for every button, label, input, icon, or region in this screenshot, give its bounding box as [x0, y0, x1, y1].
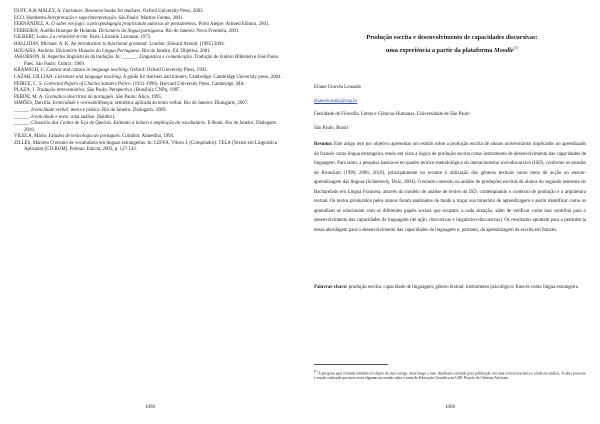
reference-pre: ______.: [14, 107, 32, 113]
reference-pre: JAKOBSON, R. Aspectos linguísticos da tradução. In: ______.: [14, 55, 140, 61]
reference-entry: [14, 35, 288, 42]
reference-entry: [14, 101, 288, 108]
reference-post: . Rio de Janeiro, Ed. Objetiva, 2001.: [139, 48, 211, 54]
reference-post: . Rio de Janeiro: Nova Fronteira, 2001.: [163, 28, 240, 34]
reference-entry: [14, 42, 288, 49]
reference-entry: [14, 55, 288, 68]
reference-post: . (1931-1996). Harvard University Press, Cambridge, MA.: [130, 81, 246, 87]
article-title: [334, 33, 570, 56]
reference-post: . Oxford: Oxford University Press, 1993.: [127, 68, 208, 74]
footnote-marker: (1): [314, 369, 318, 373]
footnote-text: A pesquisa aqui relatada também foi objeto de outro artigo, mais longo e mais detalhado, enviado para publicação em uma revista brasileira e ainda em análise. A ideia presente e estudo realizado por meio seria algumas no estudo sobre a tema de Educação Científica na USP: Projeto de Ciências Ativistas.: [314, 371, 586, 381]
reference-pre: HOUAISS, Antônio.: [14, 48, 56, 54]
author-affiliation: Faculdade de Filosofia, Letras e Ciências Humanas, Universidade de São Paulo: [314, 112, 470, 117]
keywords: [314, 283, 586, 293]
reference-pre: ZILLES, Marcelo O ensino de vocabulário em línguas estrangeiras. In: LEFFA, Vilson J. (Compilador). TELA (Textos em Linguística Aplicada) [CD-ROM]. Pelotas: Educat, 2003, p. 127-142.: [14, 140, 277, 153]
reference-post: . São Paulo: Martins Fontes, 2001.: [115, 15, 184, 21]
reference-entry: [14, 121, 288, 134]
reference-it: Collected Papers of Charles Sanders Peirce: [44, 81, 131, 87]
reference-it: La créativité écrite: [50, 35, 88, 41]
title-line-2-prefix: uma experiência a partir da plataforma: [386, 47, 494, 55]
reference-post: . Coimbra: Almedina, 1994.: [119, 134, 175, 140]
abstract: [314, 140, 586, 235]
reference-entry: [14, 29, 288, 36]
reference-entry: [14, 68, 288, 75]
reference-pre: ______.: [14, 121, 32, 127]
reference-post: . Porto Alegre: Artmed Editora, 2001.: [196, 22, 270, 28]
footnote: [314, 369, 586, 381]
reference-it: Iconicidade e texto: [31, 114, 69, 120]
reference-it: An introduction to functional grammar: [70, 41, 147, 47]
reference-pre: PEIRCE, C. S.: [14, 81, 45, 87]
reference-pre: KRAMSCH, C.: [14, 68, 47, 74]
reference-it: Iconicidade verbal: [31, 107, 68, 113]
reference-pre: ECO, Humberto.: [14, 15, 48, 21]
right-page: [300, 0, 600, 424]
reference-it: Tradução intersemiótica: [36, 88, 85, 94]
author-location: São Paulo, Brasil: [314, 126, 348, 131]
reference-entry: [14, 115, 288, 122]
reference-it: Glossário dos Contos de Eça de Queirós. Estímulo à leitura e ampliação do vocabulário: [31, 121, 206, 127]
reference-pre: PERINI, M. A.: [14, 94, 45, 100]
reference-entry: [14, 49, 288, 56]
reference-post: : uma análise. [Inédito].: [68, 114, 115, 120]
abstract-text: Este artigo tem por objetivo apresentar um estudo sobre a produção escrita de alunos universitários implicados no aprendizado do francês como língua estrangeira, tendo em vista a lógica de produção escrita como instrumento de desenvolvimento das capacidades de linguagem. Para tanto, a pesquisa baseia-se no quadro teórico-metodológico do interacionismo sociodiscursivo (ISD), conforme os estudos de Bronckart (1999, 2006, 2010), principalmente no tocante à utilização dos gêneros textuais como meio de acção no ensino-aprendizagem das línguas (Schneuwly, Dolz, 2004). O estudo consistiu na análise de produções escritas de alunos do segundo semestre do Bacharelado em Língua Francesa, através do modelo de análise de textos do ISD, contemplando o contexto de produção e a arquitetura textual. Os textos produzidos pelos alunos foram analisados de modo a traçar sua itinerário de aprendizagem e assim identificar como os aprendizes se relacionam com os diferentes papéis sociais que ocupam: a cada situação, além de verificar como isso contribui para o desenvolvimento das capacidades de linguagem (de ação, discursivas e linguístico-discursivas). Os resultados apontam para a pertinência dessa abordagem para o desenvolvimento das capacidades de linguagem e, portanto, da aprendizagem da escrita em francês.: [314, 142, 586, 233]
reference-pre: FERNÁNDEZ, A.: [14, 22, 52, 28]
reference-it: Dicionário Houaiss da Língua Portuguesa: [55, 48, 140, 54]
reference-post: . Paris: Librairie Larousse, 1975.: [87, 35, 152, 41]
reference-pre: FERREIRA, Aurélio Buarque de Holanda.: [14, 28, 99, 34]
author-email-link[interactable]: elianelousada@usp.br: [314, 99, 358, 104]
title-line-1: Produção escrita e desenvolvimento de capacidades discursivas:: [366, 34, 538, 41]
abstract-label: Resumo:: [314, 142, 333, 147]
reference-post: . São Paulo: Ática, 1995.: [113, 94, 163, 100]
reference-it: Literature and language teaching: [55, 74, 121, 80]
references-list: [14, 9, 288, 154]
reference-pre: PLAZA, J.: [14, 88, 37, 94]
reference-post: . Tradução de Izidoro Blikstein e José Paulo Paes. São Paulo: Cultrix, 1969.: [24, 55, 279, 67]
title-line-2-italic: Moodle: [493, 47, 514, 55]
keywords-text: produção escrita; capacidade de linguagem; gênero textual; instrumento psicológico; francês como língua estrangeira: [347, 285, 578, 290]
reference-post: . A guide for teachers and trainers. Cambridge: Cambridge University press, 2004.: [120, 74, 282, 80]
reference-it: Gramática descritiva do português: [44, 94, 114, 100]
reference-entry: [14, 134, 288, 141]
page-number-right: 1068: [445, 405, 455, 410]
reference-pre: HALLIDAY, Michael. A. K.: [14, 41, 71, 47]
reference-it: Iconicidade e verossimilhança: [52, 101, 113, 107]
author-name: Eliane Gouvêa Lousada: [314, 85, 361, 90]
reference-entry: [14, 88, 288, 95]
reference-entry: [14, 141, 288, 154]
reference-it: Interpretação e superinterpretação: [47, 15, 116, 21]
reference-post: . São Paulo: Perspectiva. (Brasília): CNPq, 1987.: [84, 88, 181, 94]
reference-post: : semiótica aplicada ao texto verbal. Rio de Janeiro: Dialogarts, 2007.: [112, 101, 249, 107]
reference-it: Dicionário da língua portuguesa: [98, 28, 164, 34]
reference-entry: [14, 22, 288, 29]
reference-it: Linguística e comunicação: [139, 55, 192, 61]
reference-entry: [14, 82, 288, 89]
keywords-label: Palavras-chave:: [314, 285, 348, 290]
reference-post: : teoria e prática. Rio de Janeiro: Dialogarts, 2009.: [67, 107, 167, 113]
reference-it: Context and culture in language teaching: [46, 68, 128, 74]
reference-pre: GILBERT, Louis.: [14, 35, 51, 41]
reference-pre: SIMÕES, Darcilia.: [14, 101, 53, 107]
reference-post: . E-Book. Rio de Janeiro: Dialogarts. 2016.: [24, 121, 278, 133]
reference-it: O saber em jogo: a psicopedagogia propiciando autorias de pensamentos: [51, 22, 196, 28]
reference-it: Estudos de lexicologia do português: [48, 134, 120, 140]
reference-pre: ______.: [14, 114, 32, 120]
footnote-divider: [314, 364, 388, 365]
reference-post: . London: Edward Arnold, [1985] 2004.: [146, 41, 225, 47]
reference-pre: DUFF, A.& MALEY, A.: [14, 9, 63, 14]
reference-pre: VILELA, Mário.: [14, 134, 49, 140]
reference-pre: LAZAR, GILLIAN.: [14, 74, 56, 80]
title-footnote-marker[interactable]: (1): [513, 46, 518, 50]
page-number-left: 1066: [145, 405, 155, 410]
reference-entry: [14, 108, 288, 115]
reference-entry: [14, 9, 288, 16]
reference-it: Literature: [62, 9, 83, 14]
reference-post: . Resource books for teachers. Oxford University Press, 2003.: [82, 9, 204, 14]
reference-entry: [14, 75, 288, 82]
